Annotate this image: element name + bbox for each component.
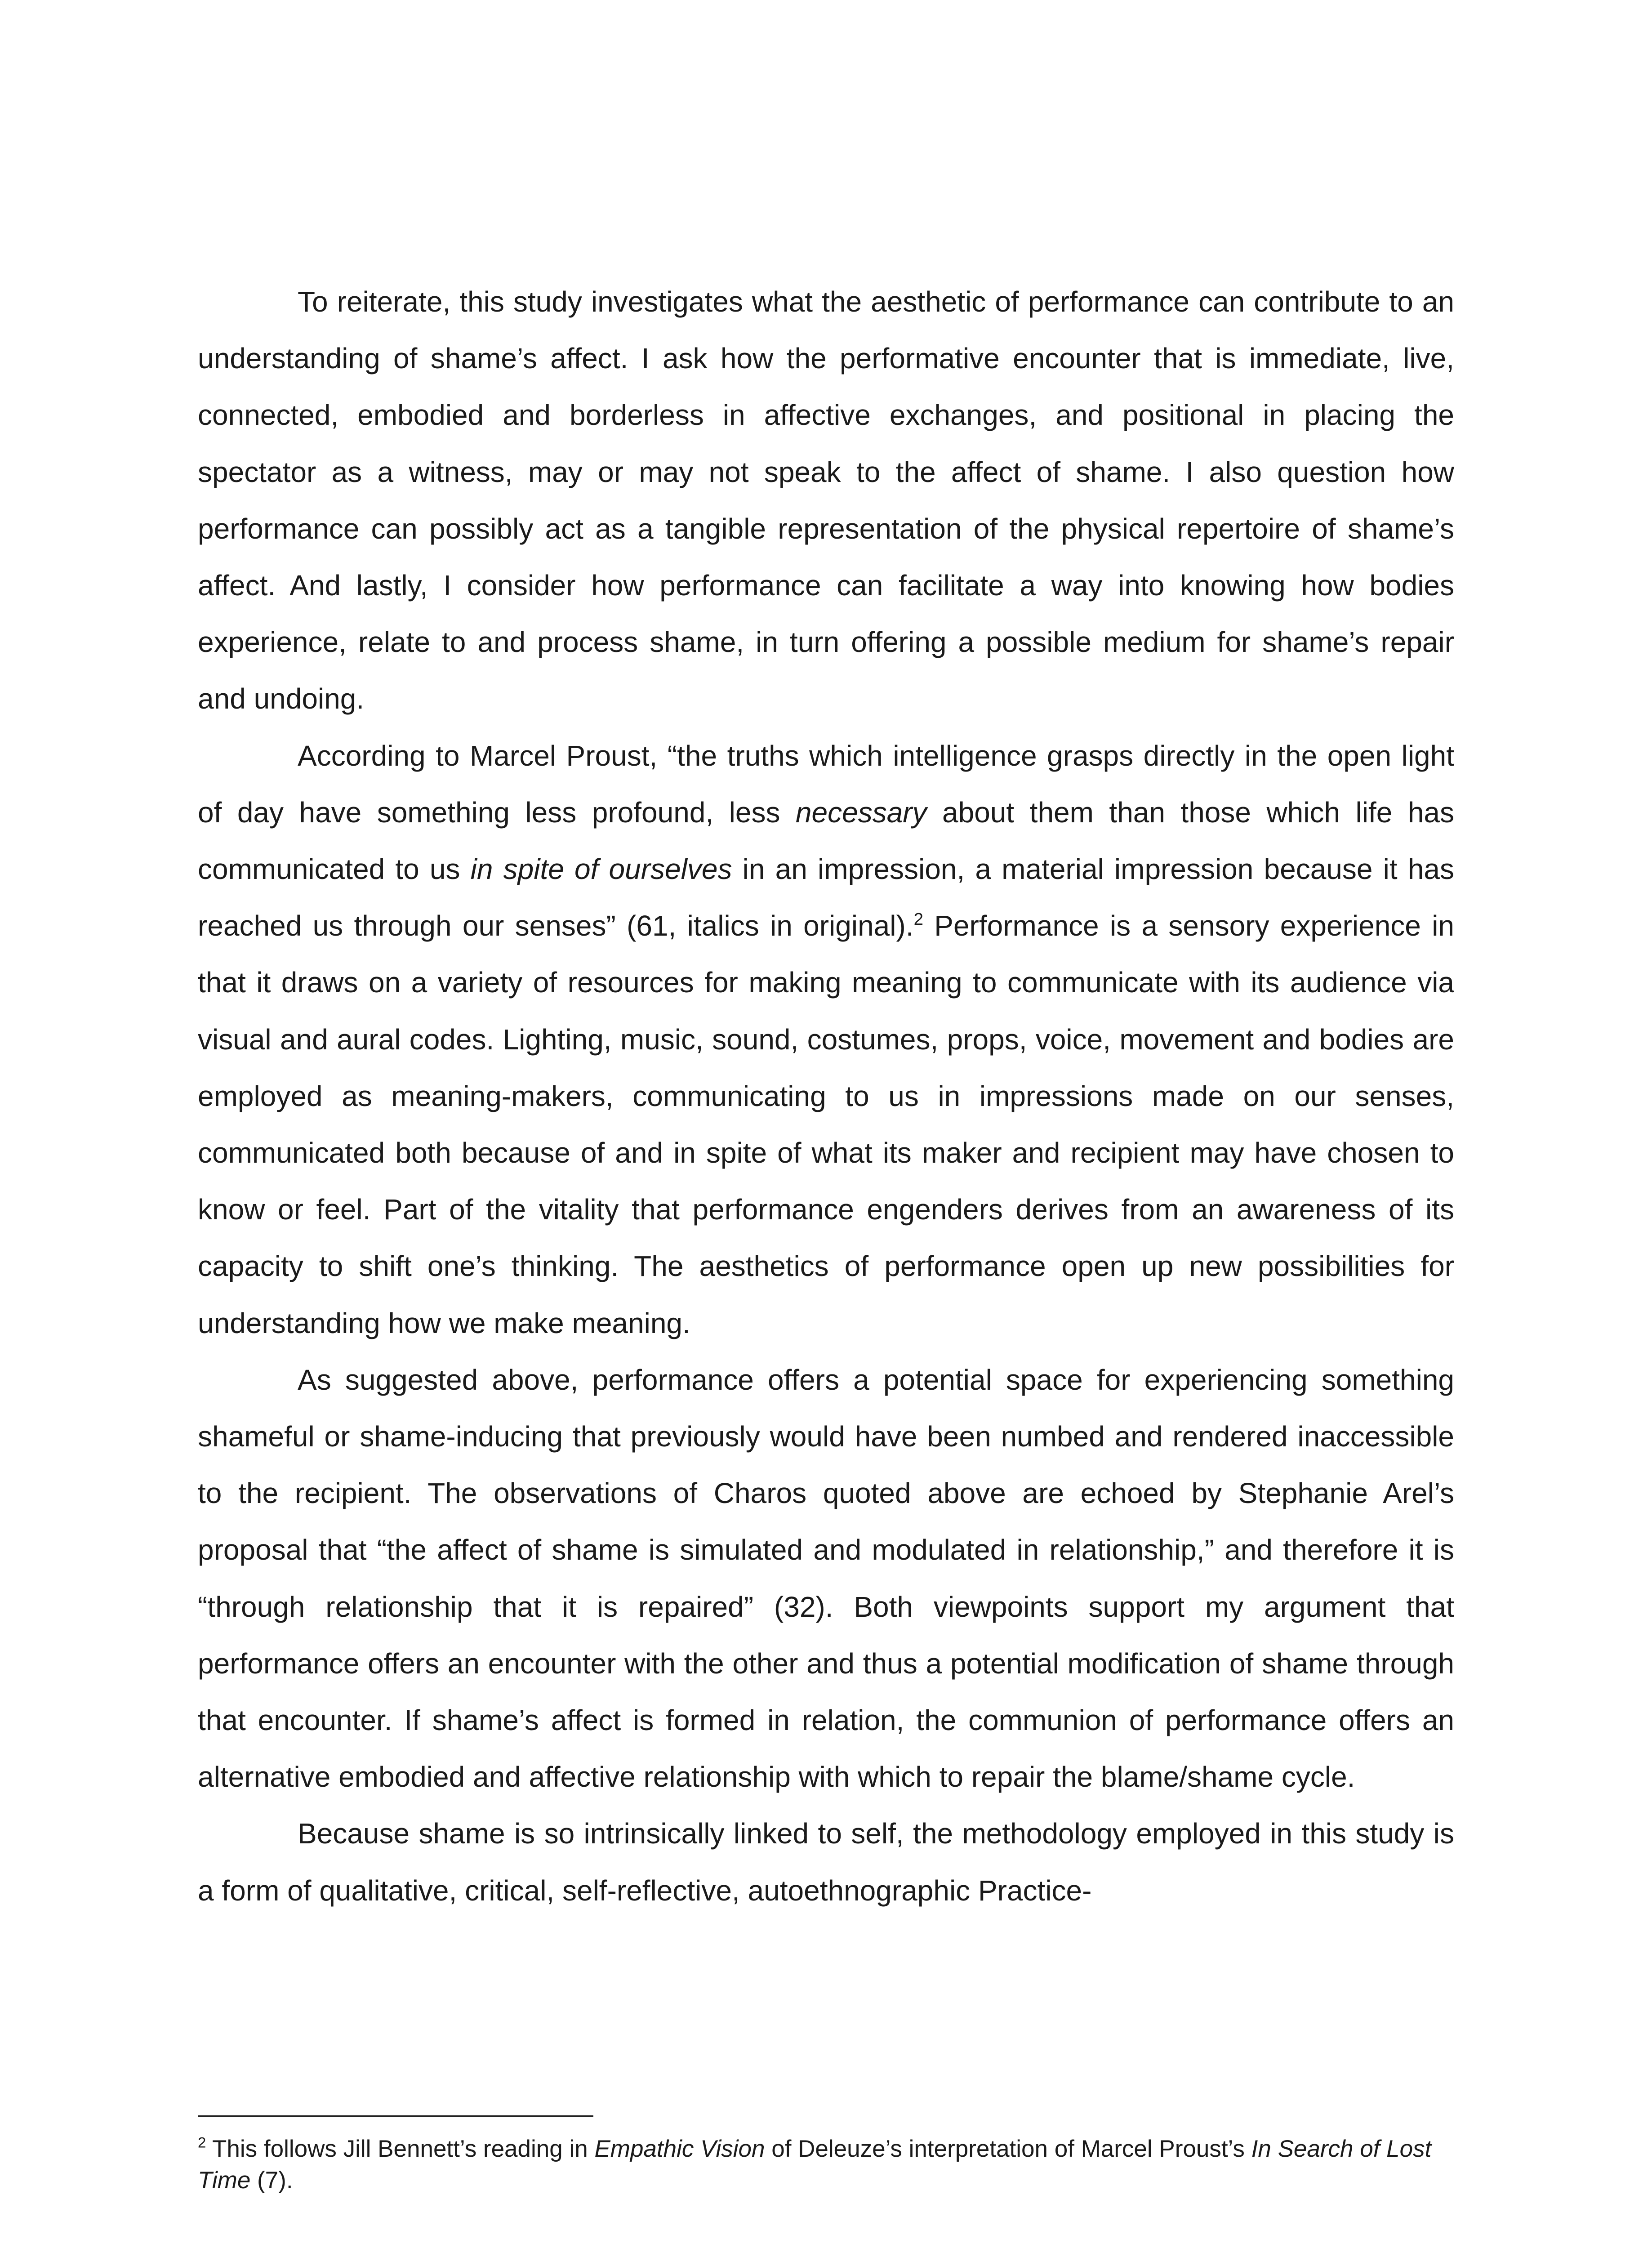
footnote-reference: 2	[913, 910, 923, 929]
footnote	[198, 2133, 1456, 2196]
text-run: about them than those which life has communicated to us	[198, 796, 1455, 886]
paragraph	[198, 727, 1454, 1351]
footnote-separator	[198, 2115, 593, 2117]
body-text	[198, 273, 1454, 1919]
text-run: To reiterate, this study investigates what the aesthetic of performance can contribute to an understanding of shame’s affect. I ask how the performative encounter that is immediate, live, connected, embodied and borderless in affective exchanges, and positional in placing the spectator as a witness, may or may not speak to the affect of shame. I also question how performance can possibly act as a tangible representation of the physical repertoire of shame’s affect. And lastly, I consider how performance can facilitate a way into knowing how bodies experience, relate to and process shame, in turn offering a possible medium for shame’s repair and undoing.	[198, 285, 1454, 715]
text-run: (7).	[250, 2167, 293, 2194]
italic-text: in spite of ourselves	[470, 853, 732, 886]
italic-text: Empathic Vision	[594, 2136, 765, 2162]
text-run: This follows Jill Bennett’s reading in	[206, 2136, 595, 2162]
text-run: As suggested above, performance offers a potential space for experiencing something shameful or shame-inducing that previously would have been numbed and rendered inaccessible to the recipient. The observations of Charos quoted above are echoed by Stephanie Arel’s proposal that “the affect of shame is simulated and modulated in relationship,” and therefore it is “through relationship that it is repaired” (32). Both viewpoints support my argument that performance offers an encounter with the other and thus a potential modification of shame through that encounter. If shame’s affect is formed in relation, the communion of performance offers an alternative embodied and affective relationship with which to repair the blame/shame cycle.	[198, 1363, 1454, 1793]
paragraph	[198, 1351, 1454, 1806]
italic-text: In Search of Lost Time	[198, 2136, 1432, 2194]
text-run: Performance is a sensory experience in that it draws on a variety of resources for making meaning to communicate with its audience via visual and aural codes. Lighting, music, sound, costumes, props, voice, movement and bodies are employed as meaning-makers, communicating to us in impressions made on our senses, communicated both because of and in spite of what its maker and recipient may have chosen to know or feel. Part of the vitality that performance engenders derives from an awareness of its capacity to shift one’s thinking. The aesthetics of performance open up new possibilities for understanding how we make meaning.	[198, 910, 1455, 1339]
text-run: Because shame is so intrinsically linked to self, the methodology employed in this study is a form of qualitative, critical, self-reflective, autoethnographic Practice-	[198, 1817, 1454, 1907]
footnote-number: 2	[198, 2134, 206, 2151]
text-run: According to Marcel Proust, “the truths which intelligence grasps directly in the open light of day have something less profound, less	[198, 739, 1454, 829]
paragraph	[198, 1805, 1454, 1918]
text-run: of Deleuze’s interpretation of Marcel Proust’s	[765, 2136, 1251, 2162]
paragraph	[198, 273, 1454, 727]
text-run: in an impression, a material impression because it has reached us through our senses” (61, italics in original).	[198, 853, 1455, 942]
italic-text: necessary	[795, 796, 927, 829]
